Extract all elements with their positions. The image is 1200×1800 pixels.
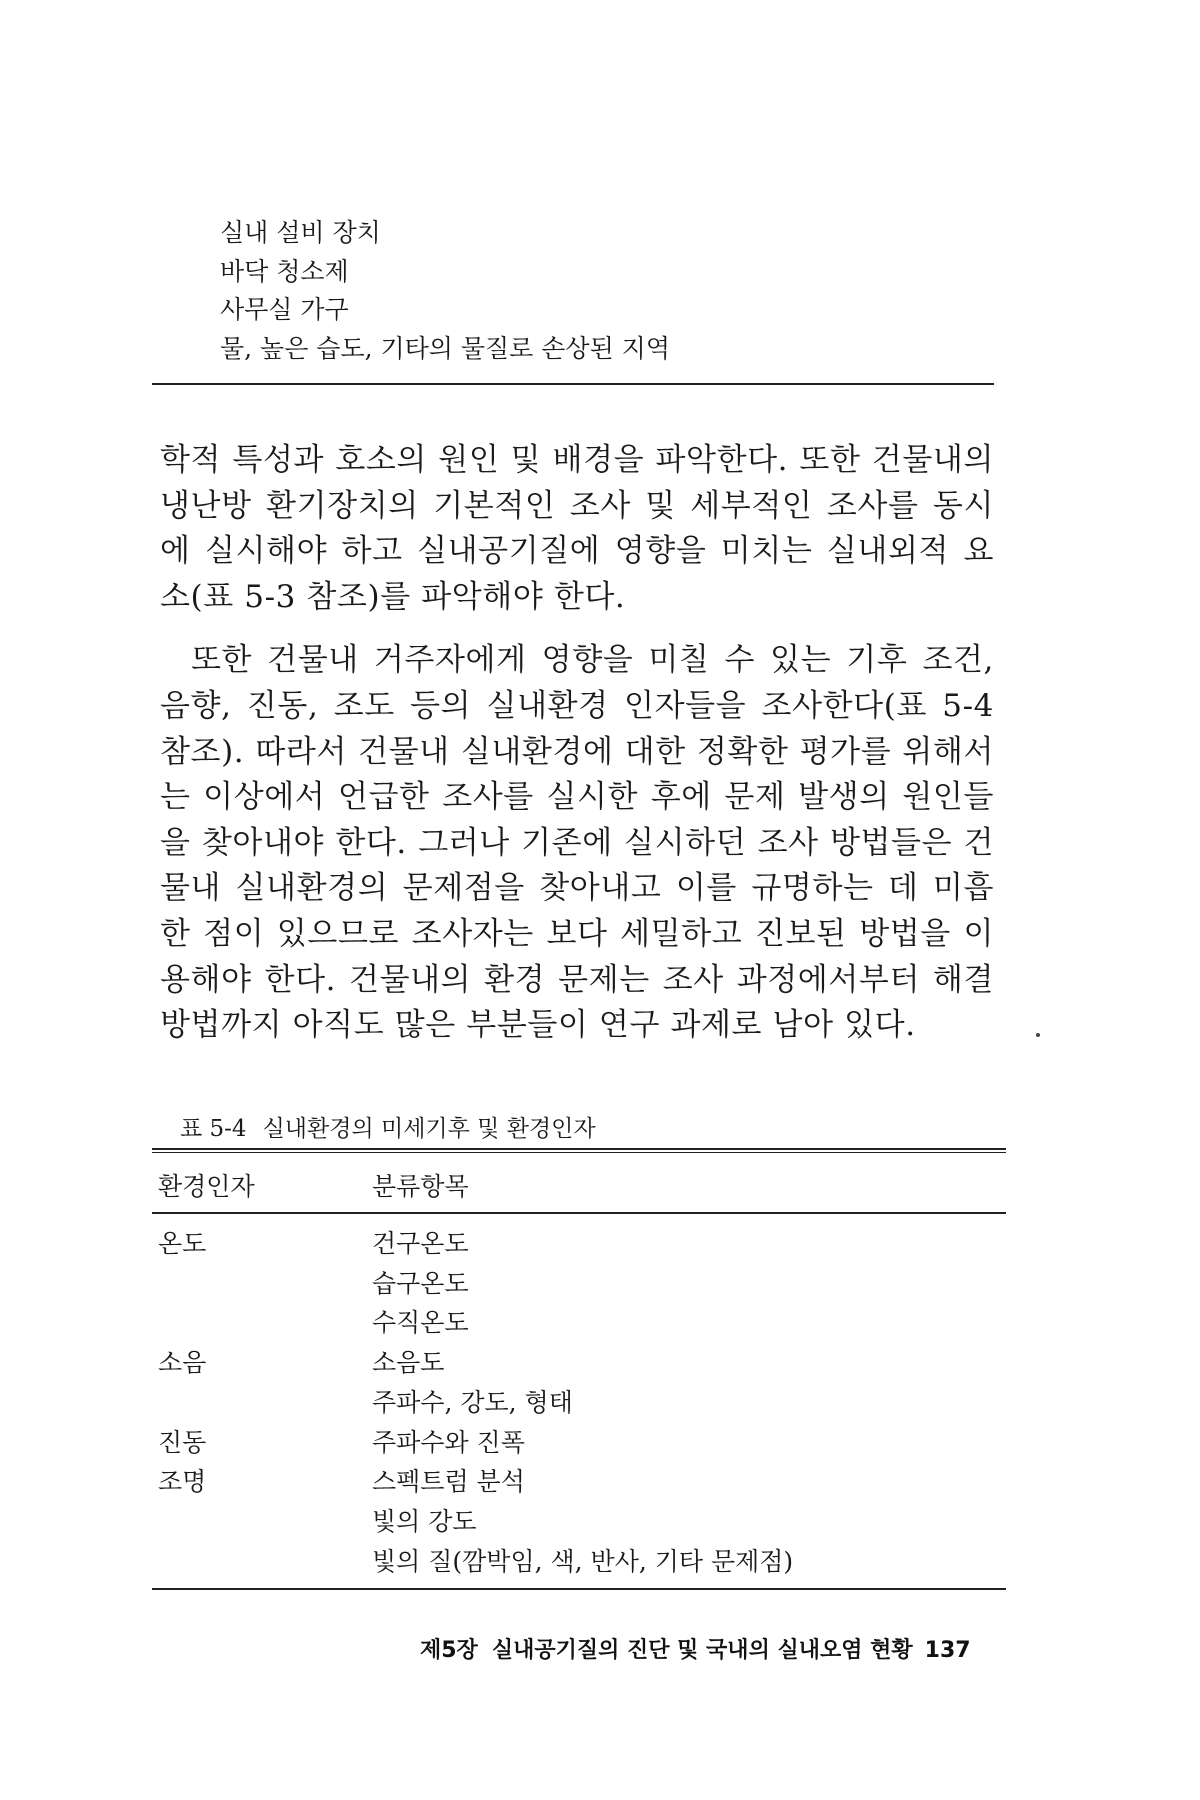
running-footer bbox=[420, 1633, 971, 1664]
table-cell-item: 주파수, 강도, 형태 bbox=[372, 1387, 573, 1417]
list-item: 물, 높은 습도, 기타의 물질로 손상된 지역 bbox=[220, 333, 670, 363]
table-row bbox=[158, 1542, 998, 1582]
table-row bbox=[158, 1264, 998, 1304]
table-cell-factor: 온도 bbox=[158, 1229, 207, 1258]
table-row bbox=[158, 1423, 998, 1463]
table-cell-factor bbox=[158, 1383, 372, 1423]
table-cell-item: 습구온도 bbox=[372, 1268, 469, 1298]
table-body bbox=[158, 1224, 998, 1581]
body-text bbox=[160, 438, 994, 1049]
table-cell-factor bbox=[158, 1542, 372, 1582]
table-cell-item: 빛의 질(깜박임, 색, 반사, 기타 문제점) bbox=[372, 1546, 794, 1576]
table-cell-factor: 진동 bbox=[158, 1427, 207, 1457]
table-bottom-rule bbox=[152, 383, 994, 385]
table-top-double-rule bbox=[152, 1148, 1006, 1153]
table-row bbox=[158, 1343, 998, 1383]
table-cell-item: 스펙트럼 분석 bbox=[372, 1467, 525, 1497]
table-cell-factor bbox=[158, 1264, 372, 1304]
table-5-3-continuation-list bbox=[220, 214, 980, 368]
table-header-item: 분류항목 bbox=[372, 1172, 469, 1201]
table-row bbox=[158, 1303, 998, 1343]
page-speck bbox=[1036, 1033, 1040, 1037]
table-header-factor: 환경인자 bbox=[158, 1172, 255, 1201]
table-cell-factor: 조명 bbox=[158, 1467, 207, 1497]
table-row bbox=[158, 1383, 998, 1423]
table-bottom-rule bbox=[152, 1588, 1006, 1590]
table-cell-item: 소음도 bbox=[372, 1348, 445, 1378]
table-row bbox=[158, 1224, 998, 1264]
table-cell-factor bbox=[158, 1502, 372, 1542]
list-item: 실내 설비 장치 bbox=[220, 218, 381, 247]
table-cell-factor bbox=[158, 1303, 372, 1343]
table-row bbox=[158, 1502, 998, 1542]
table-cell-item: 빛의 강도 bbox=[372, 1506, 477, 1536]
table-cell-item: 주파수와 진폭 bbox=[372, 1427, 525, 1457]
table-cell-item: 수직온도 bbox=[372, 1308, 469, 1338]
footer-title: 실내공기질의 진단 및 국내의 실내오염 현황 bbox=[491, 1638, 913, 1663]
table-header-rule bbox=[152, 1212, 1006, 1214]
footer-chapter: 제5장 bbox=[420, 1638, 478, 1663]
table-row bbox=[158, 1462, 998, 1502]
paragraph: 또한 건물내 거주자에게 영향을 미칠 수 있는 기후 조건, 음향, 진동, 조도 등의 실내환경 인자들을 조사한다(표 5-4 참조). 따라서 건물내 실내환경에 대한 정확한 평가를 위해서는 이상에서 언급한 조사를 실시한 후에 문제 발생의 원인들을 찾아내야 한다. 그러나 기존에 실시하던 조사 방법들은 건물내 실내환경의 문제점을 찾아내고 이를 규명하는 데 미흡한 점이 있으므로 조사자는 보다 세밀하고 진보된 방법을 이용해야 한다. 건물내의 환경 문제는 조사 과정에서부터 해결 방법까지 아직도 많은 부분들이 연구 과제로 남아 있다. bbox=[160, 642, 994, 1044]
table-cell-factor: 소음 bbox=[158, 1348, 207, 1378]
table-cell-item: 건구온도 bbox=[372, 1229, 469, 1258]
table-caption-number: 표 5-4 bbox=[180, 1116, 247, 1142]
table-caption bbox=[180, 1110, 596, 1143]
paragraph: 학적 특성과 호소의 원인 및 배경을 파악한다. 또한 건물내의 냉난방 환기장치의 기본적인 조사 및 세부적인 조사를 동시에 실시해야 하고 실내공기질에 영향을 미치는 실내외적 요소(표 5-3 참조)를 파악해야 한다. bbox=[160, 442, 994, 615]
page-number: 137 bbox=[924, 1638, 971, 1663]
list-item: 사무실 가구 bbox=[220, 295, 349, 324]
table-caption-title: 실내환경의 미세기후 및 환경인자 bbox=[262, 1116, 596, 1142]
list-item: 바닥 청소제 bbox=[220, 256, 349, 286]
